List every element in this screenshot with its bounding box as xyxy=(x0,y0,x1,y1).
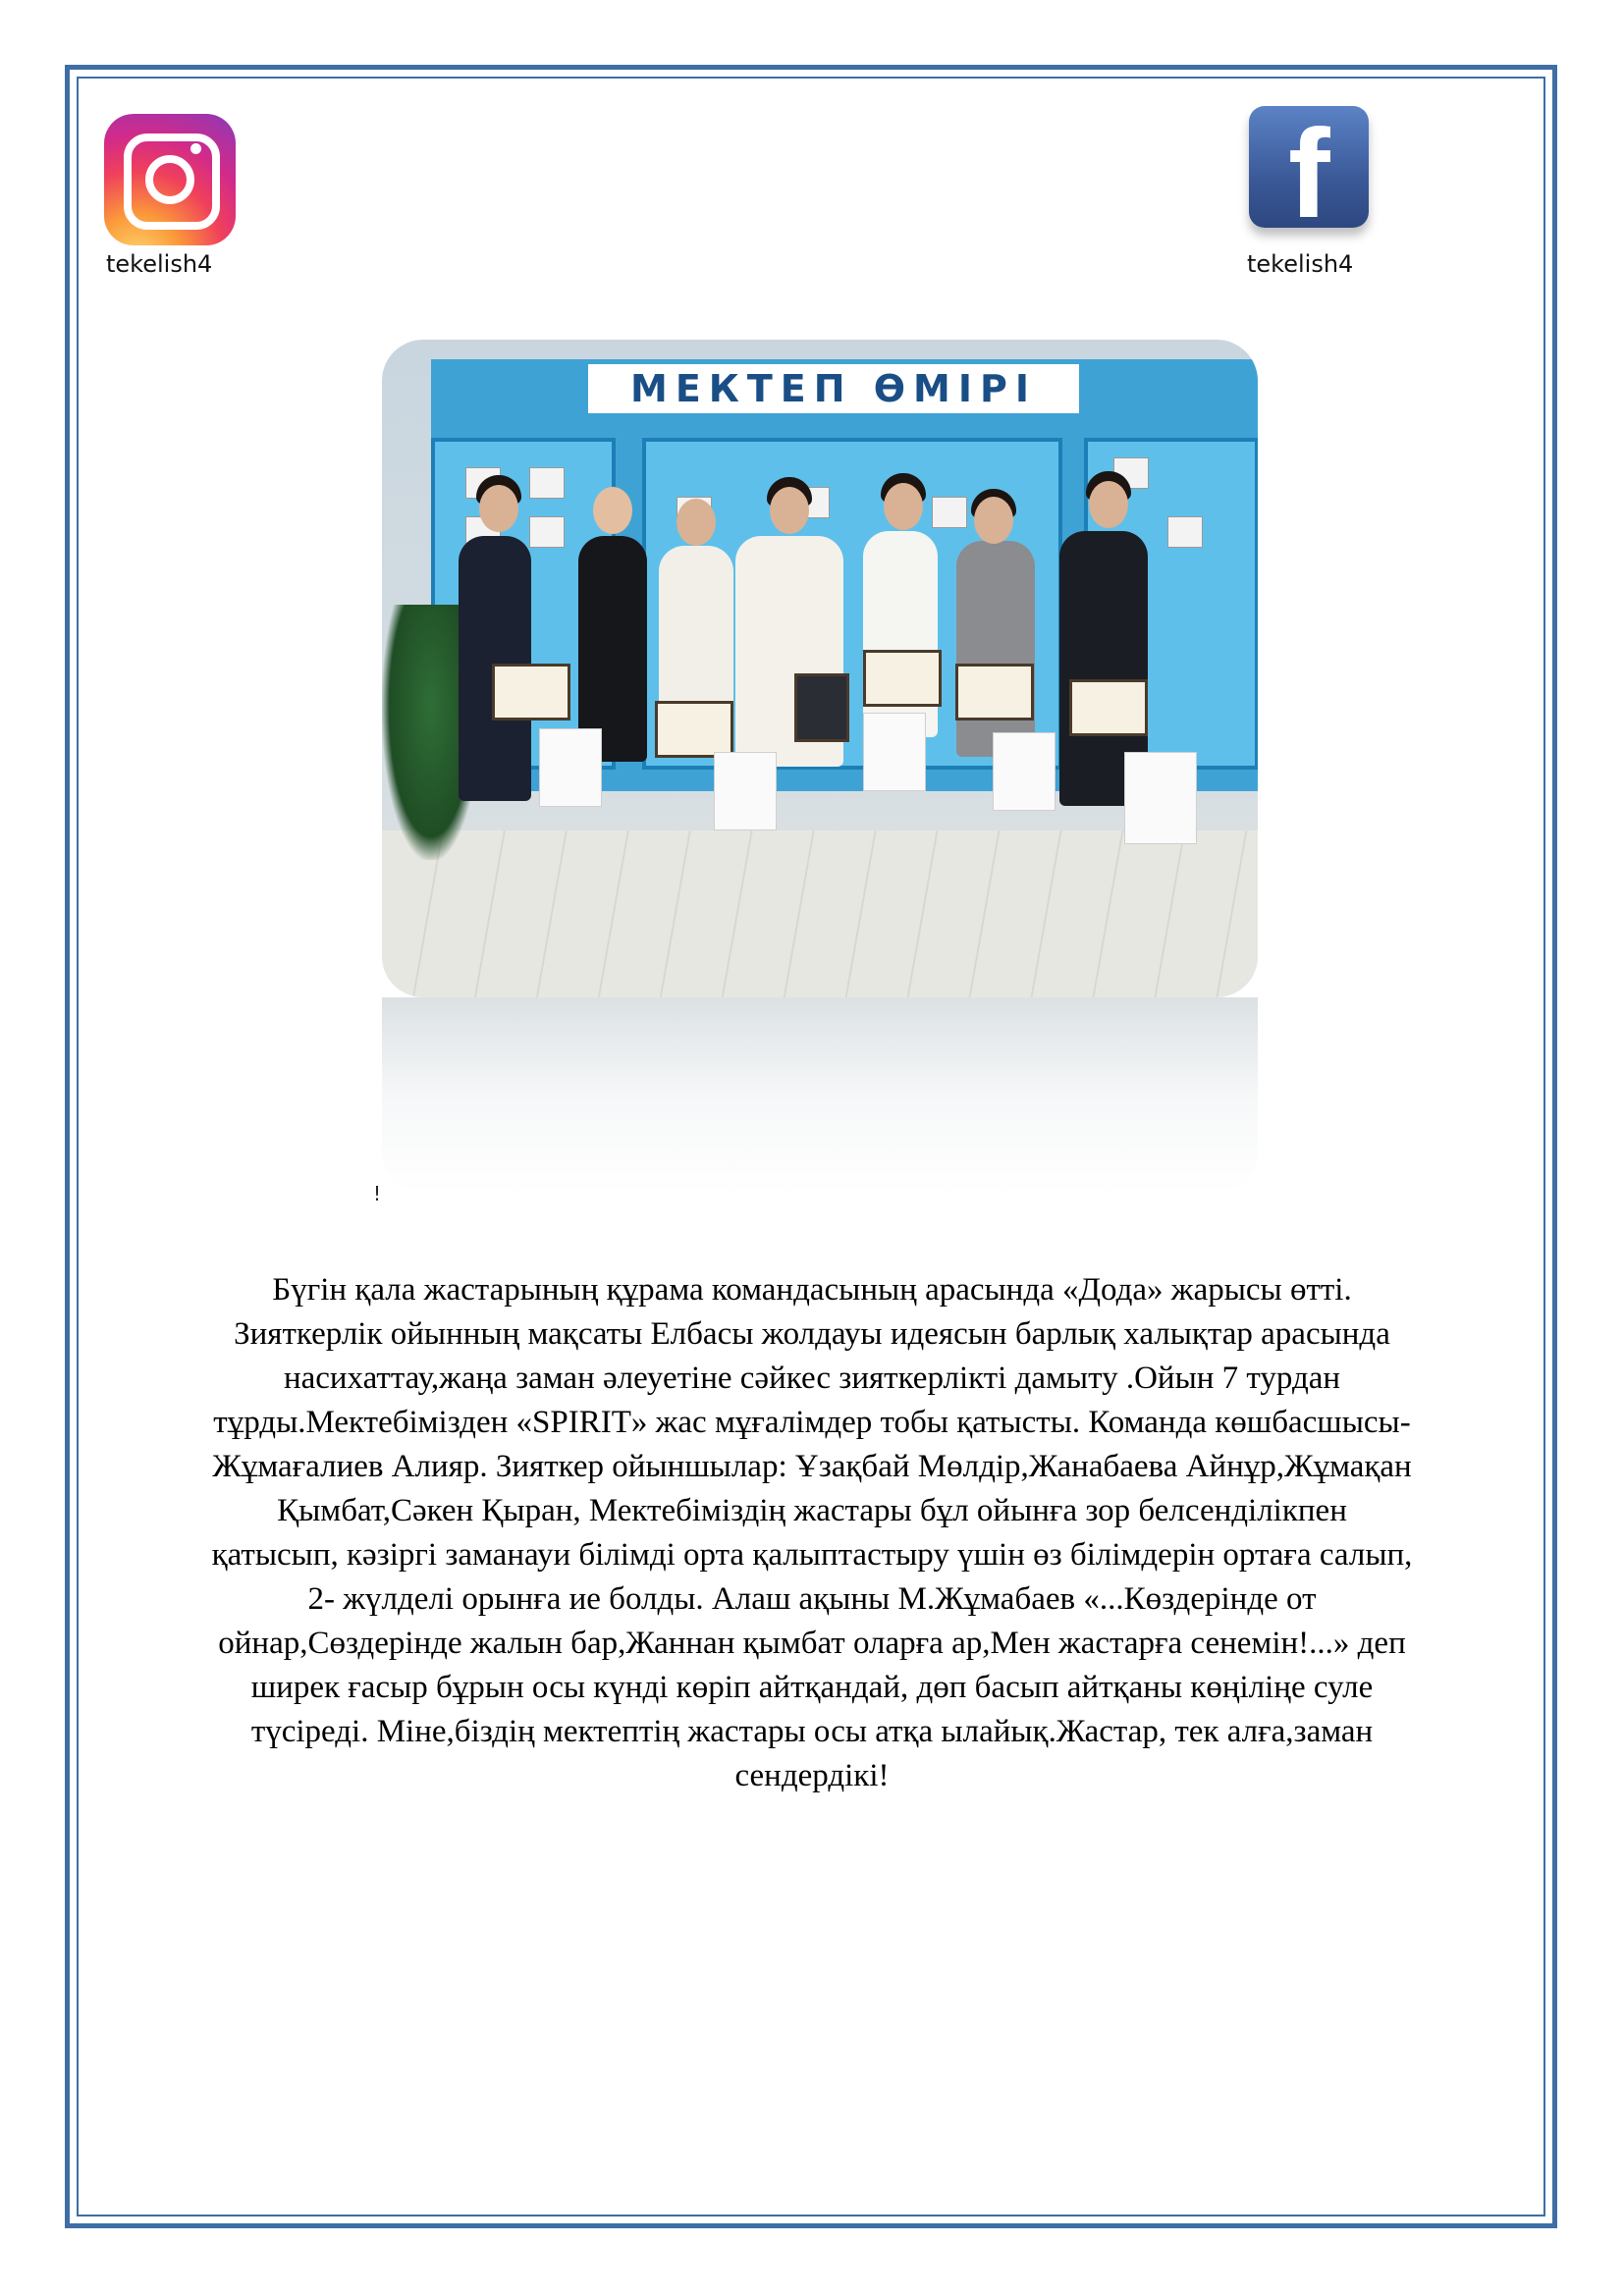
instagram-icon[interactable] xyxy=(104,114,236,245)
facebook-handle[interactable]: tekelish4 xyxy=(1247,250,1354,278)
photo-certificate xyxy=(794,673,849,742)
photo-board-card xyxy=(529,467,565,499)
photo-board-title: МЕКТЕП ӨМІРІ xyxy=(588,364,1079,413)
instagram-handle[interactable]: tekelish4 xyxy=(106,250,213,278)
photo-person xyxy=(956,541,1035,757)
photo-certificate xyxy=(955,664,1034,721)
photo-board-card xyxy=(1167,516,1203,548)
photo-person-head xyxy=(1089,481,1128,528)
photo-certificate xyxy=(1069,679,1148,736)
facebook-icon[interactable] xyxy=(1249,106,1369,228)
photo-floor xyxy=(382,830,1258,997)
photo-gift-bag xyxy=(863,713,926,791)
photo-board-card xyxy=(529,516,565,548)
stray-mark: ! xyxy=(373,1182,382,1205)
photo-gift-bag xyxy=(993,732,1056,811)
photo-person-head xyxy=(770,487,809,534)
photo-certificate xyxy=(655,701,733,758)
photo-gift-bag xyxy=(539,728,602,807)
photo-person-head xyxy=(479,485,518,532)
photo-gift-bag xyxy=(1124,752,1197,844)
article-body: Бүгін қала жастарының құрама командасының арасында «Дода» жарысы өтті. Зияткерлік ойынның мақсаты Елбасы жолдауы идеясын барлық халықтар арасында насихаттау,жаңа заман әлеуетіне сәйкес зияткерлікті дамыту .Ойын 7 турдан тұрды.Мектебімізден «SPIRIT» жас мұғалімдер тобы қатысты. Команда көшбасшысы- Жұмағалиев Алияр. Зияткер ойыншылар: Ұзақбай Мөлдір,Жанабаева Айнұр,Жұмақан Қымбат,Сәкен Қыран, Мектебіміздің жастары бұл ойынға зор белсенділікпен қатысып, кәзіргі заманауи білімді орта қалыптастыру үшін өз білімдерін ортаға салып, 2- жүлделі орынға ие болды. Алаш ақыны М.Жұмабаев «...Көздерінде от ойнар,Сөздерінде жалын бар,Жаннан қымбат оларға ар,Мен жастарға сенемін!...» деп ширек ғасыр бұрын осы күнді көріп айтқандай, дөп басып айтқаны көңіліңе суле түсіреді. Міне,біздің мектептің жастары осы атқа ылайық.Жастар, тек алға,заман сендердікі! xyxy=(211,1272,1413,1793)
photo-gift-bag xyxy=(714,752,777,830)
photo-certificate xyxy=(863,650,942,707)
facebook-icon-glyph: f xyxy=(1288,106,1330,228)
photo-reflection xyxy=(382,997,1258,1194)
photo-person-head xyxy=(677,499,716,546)
photo-person-head xyxy=(593,487,632,534)
instagram-icon-dot xyxy=(190,143,201,154)
instagram-icon-lens xyxy=(145,155,194,204)
photo-certificate xyxy=(492,664,570,721)
photo-person-head xyxy=(884,483,923,530)
photo-board-card xyxy=(932,497,967,528)
group-photo xyxy=(382,340,1258,997)
photo-person-head xyxy=(974,497,1013,544)
